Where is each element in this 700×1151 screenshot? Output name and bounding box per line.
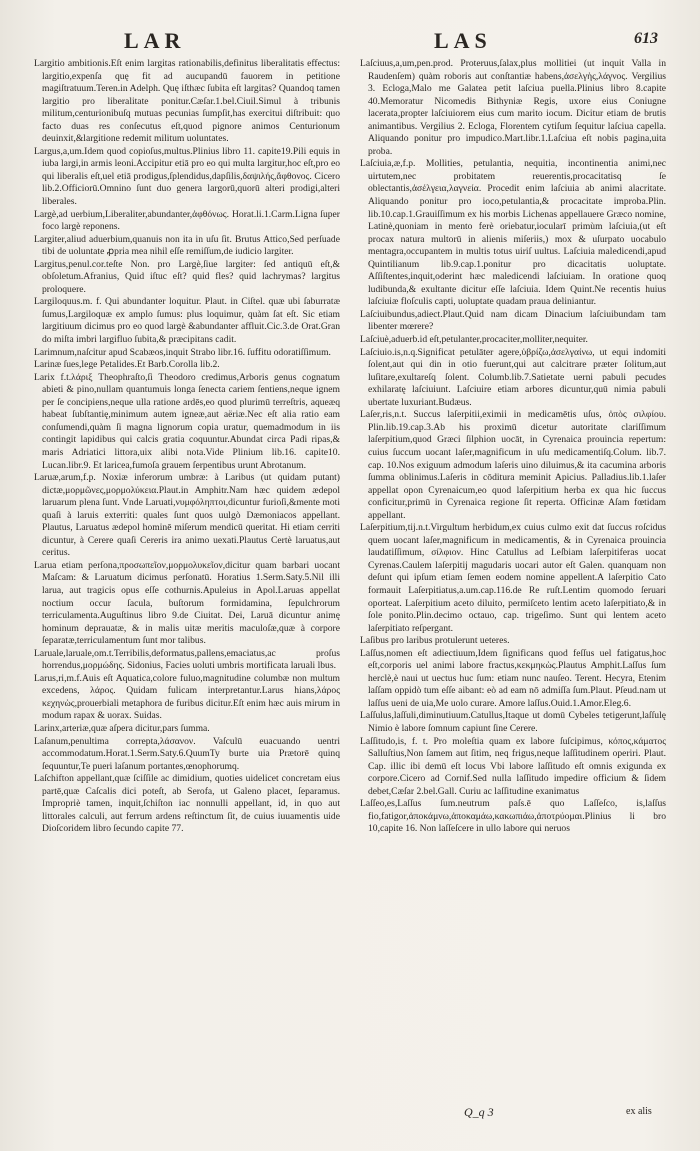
dictionary-entry: Laſciuus,a,um,pen.prod. Proteruus,ſalax,plus mollitiei (ut inquit Valla in Raudenſem) quàm roboris aut conſtantiæ habens,ἀσελγὴς,λάγνος. Vergilius 3. Ecloga,Malo me Galatea petit laſciua puella.Plinius libro 8.capite 40.Memoratur Nicomedis Bithyniæ Regis, uxore eius Coniugne lacerata,propter laſciuiorem eius cum marito iocum. Dicitur etiam de brutis animantibus. Vergilius 2. Ecloga, Florentem cytiſum ſequitur laſciua capella. Aliquando ponitur pro impudico.Mart.libr.1.Laſciua eſt nobis pagina,uita proba. (360, 58, 666, 157)
signature-mark: Q_q 3 (464, 1105, 494, 1119)
dictionary-entry: Laruæ,arum,f.p. Noxiæ inferorum umbræ: à Laribus (ut quidam putant) dictæ,μορμῶνες,μορμολύκεια.Plaut.in Amphitr.Nam hæc quidem ædepol laruarum plena ſunt. Vnde Laruati,νυμφόληπτοι,dicuntur furioſi,&mente moti quaſi à laruis exterriti: quales ſunt quos uulgò Dæmoniacos appellant. Plautus, Laruatus ædepol hominē miſerum mendicū queritat. Hi etiam cerriti dicuntur, à Cerere quaſi Cereris ira animo uexati.Plautus Certè laruatus,aut ceritus. (34, 472, 340, 559)
right-column (360, 58, 666, 1098)
dictionary-entry: Laſſulus,laſſuli,diminutiuum.Catullus,Itaque ut domū Cybeles tetigerunt,laſſulę Nimio è labore ſomnum capiunt ſine Cerere. (360, 710, 666, 734)
dictionary-entry: Largitus,penul.cor.teſte Non. pro Largè,ſiue largiter: ſed antiquū eſt,& obſoletum.Afranius, Quid iſtuc eſt? quid fles? quid lachrymas? largitus proloquere. (34, 258, 340, 295)
dictionary-entry: Largè,ad uerbium,Liberaliter,abundanter,ἀφθόνως. Horat.li.1.Carm.Ligna ſuper foco largè reponens. (34, 208, 340, 233)
dictionary-entry: Laruale,laruale,om.t.Terribilis,deformatus,pallens,emaciatus,ac proſus horrendus,μορμώδης. Sidonius, Facies uoluti umbris mortificata laruali lbus. (34, 647, 340, 672)
dictionary-entry: Larus,ri,m.f.Auis eſt Aquatica,colore fuluo,magnitudine columbæ non multum excedens, λάρος. Quidam fulicam interpretantur.Larus hians,λάρος κεχηνὼς,prouerbiali metaphora de furibus dicitur.Eſt enim hæc auis mirum in modum rapax & uorax. Suidas. (34, 672, 340, 722)
dictionary-entry: Largus,a,um.Idem quod copioſus,multus.Plinius libro 11. capite19.Pili equis in iuba largi,in armis leoni.Accipitur etiā pro eo qui multa largitur,hoc eſt,pro eo qui liberalis eſt,uel etiā prodigus,ſplendidus,dapſilis,δαψιλής,ἄφθονος. Cicero lib.2.Officiorū.Omnino ſunt duo genera largorū,quorū alteri prodigi,alteri liberales. (34, 145, 340, 208)
dictionary-entry: Laſchifton appellant,quæ ſciſſile ac dimidium, quoties uidelicet concretam eius partē,quæ Caſcalis dici poteſt, ab Serofa, ut Galeno placet, ſeparamus. Impropriè tamen, inquit,ſchiſton iac nonnulli appellant, id, in quo aut littorales calculi, aut ferrum ardens reſtinctum ſit, de cuius iuuamentis uide Dioſcoridem libro ſecundo capite 77. (34, 773, 340, 835)
page-number: 613 (634, 30, 658, 47)
dictionary-entry: Larimnum,naſcitur apud Scabæos,inquit Strabo libr.16. ſuffitu odoratiſſimum. (34, 346, 331, 358)
page-footer (34, 1105, 666, 1121)
dictionary-entry: Laſciuibundus,adiect.Plaut.Quid nam dicam Dinacium laſciuibundam tam libenter mœrere? (360, 308, 666, 333)
dictionary-entry: Larix f.t.λάριξ Theophraſto,ſi Theodoro credimus,Arboris genus cognatum abieti & pino,nullam quantumuis longa ſenecta cariem ſentiens,neque ignem per ſe concipiens,neque ulla ratione ardēs,eo quod plurimū terreſtris, aqueæq habeat ſubſtantię,minimum autem igneæ,aut aëriæ.Nec eſt alia ratio eam conſumendi,quàm ſi magna lignorum copia uratur, quemadmodum in iis contingit lapidibus qui calcis gratia coquuntur.Abundat circa Padi ripas,& maris Adriatici littora,uix alibi nota.Vide Plinium lib.16. capite10. Lucan.libr.9. Et laricea,fumoſa grauem ſerpentibus urunt Abrotanum. (34, 371, 340, 471)
dictionary-entry: Laſibus pro laribus protulerunt ueteres. (360, 635, 510, 647)
dictionary-entry: Largiter,aliud aduerbium,quanuis non ita in uſu ſit. Brutus Attico,Sed perſuade tibi de uoluntate ꝓpria mea nihil eſſe remiſſum,de iudicio largiter. (34, 233, 340, 258)
dictionary-entry: Laſſitudo,is, f. t. Pro moleſtia quam ex labore ſuſcipimus, κόπος,κάματος Salluſtius,Non ſamem aut ſitim, neq frigus,neque laſſitudinem operiri. Plaut. Cap. illic ibi demū eſt locus Vbi labore laſſitudo eſt omnis exigunda ex corpore.Cicero ad Cornif.Sed nulla laſſitudo impedire officium & ſidem debet,Cæſar 2.bel.Gall. Curiu ac laſſitudine exanimatus (360, 735, 666, 797)
dictionary-entry: Laſſus,nomen eſt adiectiuum,Idem ſignificans quod feſſus uel fatigatus,hoc eſt,corporis uel animi labore fractus,κεκμηκὼς.Plautus Amphit.Laſſus ſum herclè,è naui ut uectus huc ſum: etiam nunc nauſeo. Terent. Hecyra, Etenim laſſam oppidò tum eſſe aibant: eò ad eam nō admiſſa ſum.Plaut. Pſeud.nam ut laſſus ueni de uia,Me uolo curare. Amore laſſus.Ouid.1.Amor.Eleg.6. (360, 647, 666, 709)
dictionary-entry: Laſciuè,aduerb.id eſt,petulanter,procaciter,molliter,nequiter. (360, 334, 588, 346)
dictionary-entry: Laſciuia,æ,f.p. Mollities, petulantia, nequitia, incontinentia animi,nec uirtutem,nec probitatem reuerentis,procacitatisq ſe oblectantis,ἀσέλγεια,λαγνεία. Procedit enim laſciuia ab animi alacritate. Aliquando ponitur pro ioco,petulantia,& procacitate improba.Plin. lib.10.cap.1.Grauiſſimum ex his morbis Lichenas appellauere Græco nomine, Latinè,quoniam in mento ferè oriebatur,iocularī primùm laſciuia,(ut eſt procax natura multorū in alienis miſeriis,) mox & uſurpato uocabulo mentagra,occupantem in multis totus uiriſ uultus. Laſciuia maledicendi,apud Quintilianum lib.9.cap.1.ponitur pro dicacitatis uoluptate. Aſſiſtentes,inquit,oderint hæc maledicendi laſciuiam. In oratione quoq ludibunda,& exultante dicitur eſſe laſciuia. Idem Quint.Ne recentis huius laſciuiæ floſculis capti, uoluptate quadam praua deliniantur. (360, 158, 666, 308)
dictionary-entry: Largiloquus.m. f. Qui abundanter loquitur. Plaut. in Ciſtel. quæ ubi ſaburratæ ſumus,Largiloquæ ex amplo ſumus: plus loquimur, quàm ſat eſt. Sic etiam largitiuum dicimus pro eo quod largè &abundanter affluit.Cic.3.de Orat.Gran do miſta imbri largifluo ſubita,& præcipitans cadit. (34, 296, 340, 346)
catchword: ex alis (626, 1106, 652, 1117)
page-header (34, 28, 666, 56)
dictionary-entry: Larua etiam perſona,προσωπεῖον,μορμολυκεῖον,dicitur quam barbari uocant Maſcam: & Laruatum dicimus perſonatū. Horatius 1.Serm.Saty.5.Nil illi larua, aut tragicis opus eſſe cothurnis.Apuleius in Apol.Laruas appellat noctium occur ſacula, buſtorum formidamina, ſepulchrorum terriculamenta.Auguſtinus libro 9.de Ciuitat. Dei, Laruā dicuntur animę hominum deprauatæ, & in malis uitæ meritis maculoſæ,quæ à corpore ſeparatæ,terriculamentum ſunt mor talibus. (34, 559, 340, 647)
dictionary-entry: Laſerpitium,tij.n.t.Virgultum herbidum,ex cuius culmo exit dat ſuccus roſcidus quem uocant laſer,magnificum in medicamentis, & in Cyrenaica prouincia laudatiſſimum, σίλφιον. Hinc Catullus ad Leſbiam laſerpitiferas uocat Cyrenas.Caulem laſerpitij magudaris uocari autor eſt Galen. quanquam non deſunt qui ipſum etiam ſemen eodem nomine appellent.A laſerpitio Cato formauit Laſerpitiatus,a.um.cap.116.de Re ruſt.Lentim quomodo ſeruari oporteat. Laſerpitium aceto diluito, permiſceto lentim aceto laſerpitiato,& in ſole ponito.Plin.decimo octauo, cap. trigeſimo. Sunt qui lentem aceto laſerpitiato reſpergant. (360, 522, 666, 634)
dictionary-entry: Laſſeo,es,Laſſus ſum.neutrum paſs.ē quo Laſſeſco, is,laſſus fio,fatigor,ἀποκάμνω,ἀποκαμάω,κακωπιάω,ἀποτρύομαι.Plinius li bro 10,capite 16. Non laſſeſcere in ullo labore qui neruos (360, 798, 666, 835)
header-left-running-head: LAR (124, 28, 186, 53)
dictionary-entry: Laſanum,penultima correpta,λάσανον. Vaſculū euacuando uentri accommodatum.Horat.1.Serm.Saty.6.QuumTy burte uia Prætorē quinq ſequuntur,Te pueri laſanum portantes,œnophorumq. (34, 735, 340, 772)
dictionary-entry: Laſer,ris,n.t. Succus laſerpitii,eximii in medicamētis uſus, ὀπὸς σιλφίου. Plin.lib.19.cap.3.Ab his proximū dicetur autoritate clariſſimum laſerpitium,quod Græci ſilphion uocāt, in Cyrenaica prouincia repertum: cuius ſuccum uocant laſer,magnificum in uſu medicamentiſq.Colum. lib.7. cap. 10.Nos exiguum admodum laſeris uino diluimus,& ita cacumina arboris ſumma oblinimus.Laſeris in cōditura meminit Apicius. Palladius.lib.1.laſer appellat opon Cyrenaicum,eo quod laſerpitium herba ex qua hic ſuccus conficitur,primū in Cyrenaica regione ſit reperta. Officinæ Aſam fœtidam appellant. (360, 409, 666, 521)
dictionary-entry: Larinx,arteriæ,quæ aſpera dicitur,pars ſumma. (34, 722, 210, 734)
dictionary-entry: Largitio ambitionis.Eſt enim largitas rationabilis,definitus liberalitatis effectus: largitio,expenſa quę fit ad aucupandū fauorem in petitione magiſtratuum.Teren.in Adelph. Quę iſthæc ſubita eſt largitas? Quandoq tamen largitio pro liberalitate ponitur.Cæſar.1.bel.Ciuil.Simul à tribunis militum,centurionibuſq mutuas pecunias ſumpſit,has exercitui diſtribuit: quo facto duas res conſecutus eſt,quod pignore animos Centurionum deuinxit,&largitione redemit militum uoluntates. (34, 58, 340, 145)
left-column (34, 58, 340, 1098)
text-columns (34, 58, 666, 1098)
dictionary-entry: Larinæ ſues,lege Petalides.Et Barb.Corolla lib.2. (34, 359, 220, 371)
header-right-running-head: LAS (434, 28, 492, 53)
dictionary-entry: Laſciuio.is,n.q.Significat petulāter agere,ὑβρίζω,ἀσελγαίνω, ut equi indomiti ſolent,aut qui din in otio fuerunt,qui aut calcitrare præter ſolitum,aut luſitare,exultareſq ſolent. Columb.lib.7.Satietate uerni pabuli pecudes exhilaratę laſciuiunt. Laſciuire etiam arbores dicuntur,quū nimia pabuli ubertate luxuriant.Budæus. (360, 346, 666, 408)
